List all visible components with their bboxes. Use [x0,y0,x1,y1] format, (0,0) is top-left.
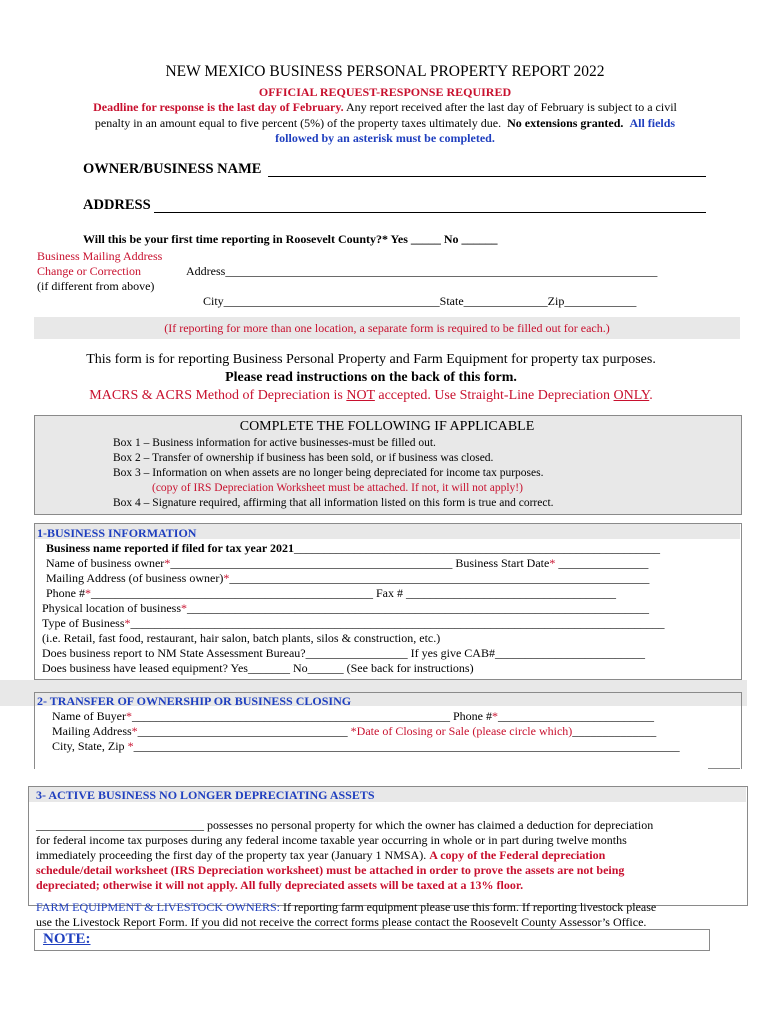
buyer-name-field[interactable]: _____________________________________________________ Phone # [131,709,492,723]
mailing-change-label-3: (if different from above) [37,279,155,293]
form-purpose-line: This form is for reporting Business Personal Property and Farm Equipment for property tax purposes. [86,352,656,367]
section2-bottom-edge [708,768,740,769]
section2-title: 2- TRANSFER OF OWNERSHIP OR BUSINESS CLOSING [37,694,352,708]
section2-mailing-row: Mailing Address*___________________________________ *Date of Closing or Sale (please circle which)______________ [52,724,657,738]
multiple-location-note: (If reporting for more than one location, a separate form is required to be filled out for each.) [164,321,610,335]
phone-label: Phone # [46,586,85,600]
business-type-field[interactable]: _________________________________________________________________________________________ [130,616,665,630]
physical-location-label: Physical location of business [42,601,181,615]
section2-city-row: City, State, Zip *___________________________________________________________________________________________ [52,739,680,753]
farm-text1: If reporting farm equipment please use this form. If reporting livestock please [280,900,657,914]
phone-fax-field[interactable]: _______________________________________________ Fax # ___________________________________ [91,586,616,600]
macrs-warning [0,388,742,404]
section3-text-line2: for federal income tax purposes during any federal income taxable year occurring in whole or in part during twelve months [36,833,627,847]
buyer-mailing-label: Mailing Address [52,724,132,738]
penalty-text: penalty in an amount equal to five percent (5%) of the property taxes ultimately due. [94,116,502,130]
box3-note: (copy of IRS Depreciation Worksheet must be attached. If not, it will not apply!) [152,482,523,494]
owner-business-name-field[interactable] [268,176,706,177]
deadline-line [0,100,770,115]
section3-text-line5: depreciated; otherwise it will not apply. All fully depreciated assets will be taxed at a 13% floor. [36,878,524,892]
mailing-change-label-1: Business Mailing Address [37,249,163,263]
state-assessment-row[interactable]: Does business report to NM State Assessment Bureau?_________________ If yes give CAB#_________________________ [42,646,645,660]
complete-following-title: COMPLETE THE FOLLOWING IF APPLICABLE [239,419,535,434]
start-date-field[interactable]: _______________ [555,556,649,570]
box4-description: Box 4 – Signature required, affirming that all information listed on this form is true and correct. [113,497,554,509]
business-owner-field[interactable]: _______________________________________________ Business Start Date [170,556,550,570]
macrs-end: . [649,388,653,403]
business-owner-label: Name of business owner [46,556,165,570]
section3-text-line4: schedule/detail worksheet (IRS Depreciation worksheet) must be attached in order to prove the assets are not being [36,863,625,877]
all-fields-text: All fields [629,116,676,130]
section3-text-line3-red: A copy of the Federal depreciation [429,848,606,862]
buyer-city-label: City, State, Zip [52,739,128,753]
instructions-line: Please read instructions on the back of this form. [225,370,517,385]
address-field[interactable] [154,212,706,213]
name-reported-label: Business name reported if filed for tax year 2021 [46,541,294,555]
section1-owner-row: Name of business owner*_______________________________________________ Business Start Date* _______________ [46,556,649,570]
farm-label: FARM EQUIPMENT & LIVESTOCK OWNERS: [36,900,281,914]
penalty-line [0,116,770,131]
address-label: ADDRESS [83,197,151,213]
official-request-subtitle: OFFICIAL REQUEST-RESPONSE REQUIRED [258,85,512,99]
note-box [34,929,710,951]
business-type-label: Type of Business [42,616,125,630]
section1-mailing-row: Mailing Address (of business owner)*______________________________________________________________________ [46,571,650,585]
business-type-examples: (i.e. Retail, fast food, restaurant, hair salon, batch plants, silos & construction, etc.) [42,631,441,645]
macrs-text-a: MACRS & ACRS Method of Depreciation is [89,388,347,403]
section1-title: 1-BUSINESS INFORMATION [37,526,197,540]
section1-type-row: Type of Business*_________________________________________________________________________________________ [42,616,665,630]
mailing-city-state-zip-field[interactable]: City____________________________________State______________Zip____________ [203,294,637,308]
section1-name-reported-row [46,541,660,556]
mailing-address-field[interactable]: Address________________________________________________________________________ [186,264,658,278]
section2-buyer-row: Name of Buyer*_____________________________________________________ Phone #*__________________________ [52,709,654,723]
closing-date-field[interactable]: ______________ [572,724,657,738]
farm-line1 [36,900,656,915]
section3-text-line3 [36,848,605,863]
box2-description: Box 2 – Transfer of ownership if business has been sold, or if business was closed. [113,452,494,464]
asterisk-note: followed by an asterisk must be completed. [275,131,495,145]
macrs-text-b: accepted. Use Straight-Line Depreciation [374,388,614,403]
closing-date-label: *Date of Closing or Sale (please circle which) [350,724,573,738]
farm-line2: use the Livestock Report Form. If you did not receive the correct forms please contact the Roosevelt County Assessor’s Office. [36,915,647,929]
page-title: NEW MEXICO BUSINESS PERSONAL PROPERTY REPORT 2022 [165,63,605,80]
box1-description: Box 1 – Business information for active businesses-must be filled out. [113,437,436,449]
leased-equipment-row[interactable]: Does business have leased equipment? Yes_______ No______ (See back for instructions) [42,661,474,675]
macrs-only: ONLY [613,388,650,403]
note-label: NOTE: [43,931,91,947]
physical-location-field[interactable]: _____________________________________________________________________________ [186,601,649,615]
buyer-city-field[interactable]: ___________________________________________________________________________________________ [133,739,680,753]
deadline-red-text: Deadline for response is the last day of February. [93,100,344,114]
buyer-name-label: Name of Buyer [52,709,126,723]
macrs-not: NOT [346,388,375,403]
section3-owner-field[interactable]: ____________________________ possesses no personal property for which the owner has claimed a deduction for depreciation [36,818,654,832]
section1-phone-row: Phone #*_______________________________________________ Fax # ___________________________________ [46,586,616,600]
section3-text-line3-black: immediately proceeding the first day of the property tax year (January 1 NMSA). [36,848,430,862]
first-time-question: Will this be your first time reporting in Roosevelt County?* Yes _____ No ______ [83,232,498,246]
mailing-change-label-2: Change or Correction [37,264,141,278]
box3-description: Box 3 – Information on when assets are no longer being depreciated for income tax purposes. [113,467,544,479]
section3-title: 3- ACTIVE BUSINESS NO LONGER DEPRECIATING ASSETS [36,788,375,802]
owner-mailing-label: Mailing Address (of business owner) [46,571,224,585]
no-extensions-text: No extensions granted. [507,116,624,130]
owner-mailing-field[interactable]: ______________________________________________________________________ [229,571,650,585]
section1-physical-row: Physical location of business*_____________________________________________________________________________ [42,601,649,615]
buyer-phone-field[interactable]: __________________________ [497,709,654,723]
owner-business-name-label: OWNER/BUSINESS NAME [83,161,262,177]
name-reported-field[interactable]: _____________________________________________________________ [293,541,660,555]
buyer-mailing-field[interactable]: ___________________________________ [137,724,351,738]
deadline-black-text: Any report received after the last day of February is subject to a civil [343,100,677,114]
